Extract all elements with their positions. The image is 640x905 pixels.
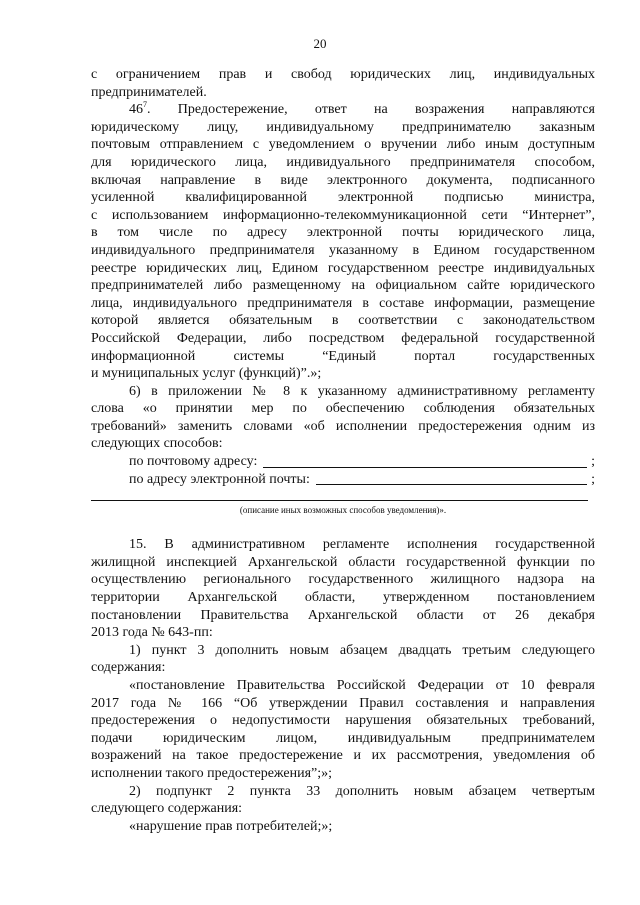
clause-superscript: 7 [143,99,147,109]
clause-number: 46 [129,102,143,118]
text-line: 6) в приложении № 8 к указанному административному регламенту [129,383,595,399]
text-line: . Предостережение, ответ на возражения направляются [147,102,595,118]
text-line: предпринимателей. [91,84,207,100]
other-methods-caption: (описание иных возможных способов уведомления)». [239,505,447,516]
text-line: почтовым отправлением с уведомлением о вручении либо иным доступным [91,137,595,153]
postal-address-line [91,453,595,471]
text-line: «постановление Правительства Российской Федерации от 10 февраля [129,678,595,693]
document-body [91,66,595,835]
line-end: ; [591,471,595,487]
text-line: 15. В административном регламенте исполнения государственной [129,537,595,553]
text-line: осуществлению регионального государственного жилищного надзора на [91,572,595,588]
text-line: включая направление в виде электронного документа, подписанного [91,172,595,188]
text-line: жилищной инспекцией Архангельской области государственной функции по [91,554,595,570]
postal-address-blank [263,466,587,468]
text-line: Российской Федерации, либо посредством федеральной государственной [91,330,595,346]
text-line: реестре юридических лиц, Едином государственном реестре индивидуальных [91,260,595,276]
text-line: следующего содержания: [91,801,243,817]
line-end: ; [591,454,595,470]
email-address-blank [316,483,587,485]
text-line: подачи юридическим лицом, индивидуальным предпринимателем [91,730,595,746]
text-line: возражений на такое предостережение и их рассмотрения, уведомления об [91,748,595,764]
text-line: 2013 года № 643-пп: [91,625,213,641]
text-line: требований» заменить словами «об исполнении предостережения одним из [91,418,595,434]
text-line: юридическому лицу, индивидуальному предпринимателю заказным [91,119,595,135]
page-number: 20 [313,36,327,51]
text-line: территории Архангельской области, утвержденном постановлением [91,590,595,606]
text-line: предпринимателей либо размещенному на официальном сайте юридического [91,278,595,294]
text-line: информационной системы “Единый портал государственных [91,348,595,364]
postal-address-label: по почтовому адресу: [129,454,258,470]
text-line: предостережения о недопустимости нарушения обязательных требований, [91,713,595,729]
text-line: и муниципальных услуг (функций)”.»; [91,366,322,382]
text-line: содержания: [91,660,166,676]
text-line: 1) пункт 3 дополнить новым абзацем двадцать третьим следующего [129,642,595,658]
text-line: «нарушение прав потребителей;»; [129,818,333,834]
email-address-line [91,471,595,489]
other-methods-blank-line [91,488,588,501]
email-address-label: по адресу электронной почты: [129,471,310,487]
paragraph-46-7-first-line [91,101,595,119]
text-line: следующих способов: [91,436,223,452]
text-line: в том числе по адресу электронной почты юридического лица, [91,225,595,241]
text-line: лица, индивидуального предпринимателя в составе информации, размещение [91,295,595,311]
text-line: с ограничением прав и свобод юридических лиц, индивидуальных [91,67,595,82]
text-line: с использованием информационно-телекоммуникационной сети “Интернет”, [91,207,595,223]
spacer [91,516,595,536]
text-line: постановлении Правительства Архангельской области от 26 декабря [91,607,595,623]
text-line: усиленной квалифицированной электронной подписью министра, [91,190,595,206]
text-line: для юридического лица, индивидуального предпринимателя способом, [91,154,595,170]
text-line: 2) подпункт 2 пункта 33 дополнить новым абзацем четвертым [129,783,595,799]
text-line: слова «о принятии мер по обеспечению соблюдения обязательных [91,401,595,417]
text-line: 2017 года № 166 “Об утверждении Правил составления и направления [91,695,595,711]
text-line: исполнении такого предостережения”;»; [91,765,333,781]
text-line: индивидуального предпринимателя указанному в Едином государственном [91,242,595,258]
text-line: которой является обязательным в соответствии с законодательством [91,313,595,329]
